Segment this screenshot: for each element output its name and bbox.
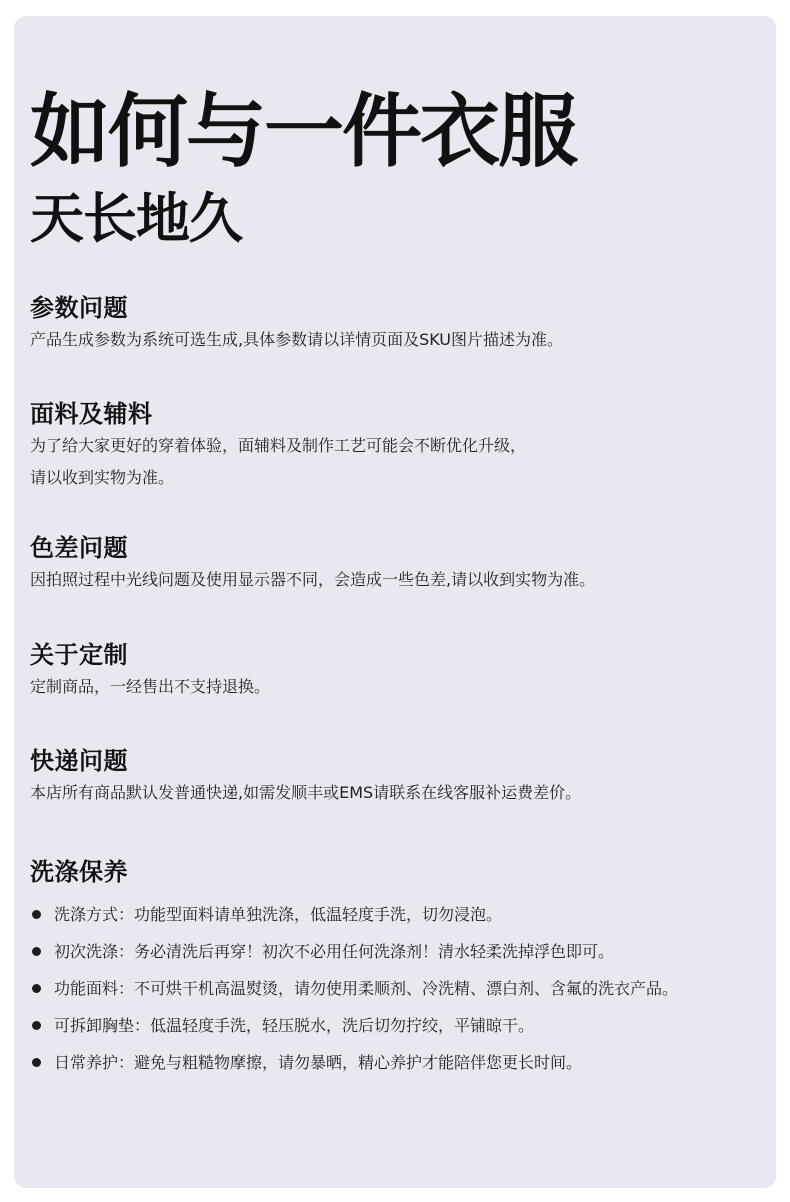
section-heading: 色差问题 bbox=[30, 534, 128, 562]
section-text: 定制商品，一经售出不支持退换。 bbox=[30, 677, 271, 696]
list-item bbox=[30, 1007, 765, 1044]
section-text: 为了给大家更好的穿着体验，面辅料及制作工艺可能会不断优化升级， bbox=[30, 436, 527, 455]
notice-card bbox=[14, 16, 776, 1188]
list-item bbox=[30, 970, 765, 1007]
bullet-icon bbox=[32, 1021, 41, 1030]
bullet-icon bbox=[32, 910, 41, 919]
list-item bbox=[30, 1044, 765, 1081]
care-list bbox=[30, 896, 765, 1081]
section-params bbox=[30, 292, 765, 356]
section-heading: 参数问题 bbox=[30, 294, 128, 322]
list-item-text: 功能面料：不可烘干机高温熨烫，请勿使用柔顺剂、冷洗精、漂白剂、含氟的洗衣产品。 bbox=[54, 979, 679, 998]
section-text: 因拍照过程中光线问题及使用显示器不同，会造成一些色差,请以收到实物为准。 bbox=[30, 570, 596, 589]
list-item-text: 可拆卸胸垫：低温轻度手洗，轻压脱水，洗后切勿拧绞，平铺晾干。 bbox=[54, 1016, 535, 1035]
bullet-icon bbox=[32, 1058, 41, 1067]
bullet-icon bbox=[32, 984, 41, 993]
bullet-icon bbox=[32, 947, 41, 956]
list-item-text: 初次洗涤：务必清洗后再穿！初次不必用任何洗涤剂！清水轻柔洗掉浮色即可。 bbox=[54, 942, 615, 961]
list-item bbox=[30, 896, 765, 933]
page-title: 如何与一件衣服 bbox=[30, 85, 576, 178]
section-heading: 面料及辅料 bbox=[30, 400, 153, 428]
section-heading: 快递问题 bbox=[30, 747, 128, 775]
section-color bbox=[30, 532, 765, 596]
section-custom bbox=[30, 639, 765, 703]
section-shipping bbox=[30, 745, 765, 809]
section-heading: 关于定制 bbox=[30, 641, 128, 669]
section-text: 请以收到实物为准。 bbox=[30, 468, 175, 487]
list-item-text: 洗涤方式：功能型面料请单独洗涤，低温轻度手洗，切勿浸泡。 bbox=[54, 905, 503, 924]
section-heading: 洗涤保养 bbox=[30, 858, 128, 886]
section-fabric bbox=[30, 398, 765, 494]
section-care bbox=[30, 856, 765, 1081]
page-subtitle: 天长地久 bbox=[30, 187, 242, 250]
list-item bbox=[30, 933, 765, 970]
section-text: 产品生成参数为系统可选生成,具体参数请以详情页面及SKU图片描述为准。 bbox=[30, 330, 564, 349]
list-item-text: 日常养护：避免与粗糙物摩擦，请勿暴晒，精心养护才能陪伴您更长时间。 bbox=[54, 1053, 583, 1072]
section-text: 本店所有商品默认发普通快递,如需发顺丰或EMS请联系在线客服补运费差价。 bbox=[30, 783, 582, 802]
